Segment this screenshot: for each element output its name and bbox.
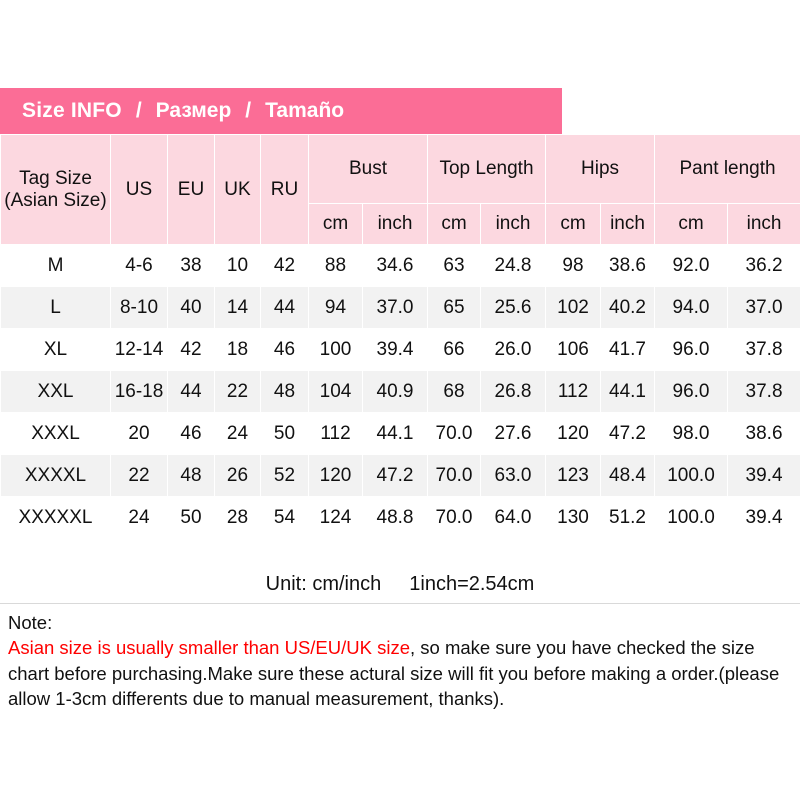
header-top-inch: inch: [481, 204, 546, 245]
cell-pant-cm: 100.0: [655, 497, 728, 539]
cell-hips-cm: 102: [546, 287, 601, 329]
cell-bust-inch: 40.9: [363, 371, 428, 413]
cell-bust-cm: 124: [309, 497, 363, 539]
header-hips-inch: inch: [601, 204, 655, 245]
cell-bust-cm: 104: [309, 371, 363, 413]
cell-top-cm: 63: [428, 245, 481, 287]
cell-hips-cm: 106: [546, 329, 601, 371]
cell-us: 16-18: [111, 371, 168, 413]
cell-pant-cm: 100.0: [655, 455, 728, 497]
header-uk: UK: [215, 135, 261, 245]
note-body: , so make sure you have checked the size chart before purchasing.Make sure these actural size will fit you before making a order.(please allow 1-3cm differents due to manual measurement, thanks).: [8, 637, 780, 710]
cell-hips-cm: 130: [546, 497, 601, 539]
cell-tag-size: M: [1, 245, 111, 287]
cell-pant-inch: 37.8: [728, 371, 800, 413]
cell-top-inch: 24.8: [481, 245, 546, 287]
cell-uk: 22: [215, 371, 261, 413]
cell-top-cm: 70.0: [428, 497, 481, 539]
cell-pant-cm: 96.0: [655, 329, 728, 371]
table-row: [1, 455, 800, 497]
cell-pant-inch: 38.6: [728, 413, 800, 455]
table-row: [1, 371, 800, 413]
title-russian: Размер: [155, 99, 232, 122]
cell-us: 24: [111, 497, 168, 539]
cell-hips-inch: 51.2: [601, 497, 655, 539]
cell-hips-inch: 40.2: [601, 287, 655, 329]
table-row: [1, 497, 800, 539]
cell-bust-inch: 44.1: [363, 413, 428, 455]
table-row: [1, 287, 800, 329]
header-ru: RU: [261, 135, 309, 245]
cell-bust-cm: 88: [309, 245, 363, 287]
cell-top-inch: 27.6: [481, 413, 546, 455]
size-info-title-bar: [0, 88, 562, 134]
cell-hips-inch: 48.4: [601, 455, 655, 497]
cell-top-cm: 65: [428, 287, 481, 329]
header-pant-cm: cm: [655, 204, 728, 245]
cell-tag-size: XXL: [1, 371, 111, 413]
cell-pant-inch: 39.4: [728, 497, 800, 539]
cell-bust-inch: 39.4: [363, 329, 428, 371]
cell-tag-size: XL: [1, 329, 111, 371]
cell-bust-inch: 37.0: [363, 287, 428, 329]
title-main: Size INFO: [22, 99, 122, 122]
table-header-row-1: [1, 135, 800, 204]
table-row: [1, 329, 800, 371]
cell-ru: 44: [261, 287, 309, 329]
cell-top-inch: 25.6: [481, 287, 546, 329]
title-spanish: Tamaño: [265, 99, 345, 122]
cell-hips-inch: 38.6: [601, 245, 655, 287]
cell-tag-size: L: [1, 287, 111, 329]
cell-top-inch: 64.0: [481, 497, 546, 539]
cell-bust-inch: 48.8: [363, 497, 428, 539]
cell-bust-cm: 112: [309, 413, 363, 455]
cell-bust-inch: 34.6: [363, 245, 428, 287]
cell-top-inch: 63.0: [481, 455, 546, 497]
note-warning: Asian size is usually smaller than US/EU/UK size: [8, 637, 411, 659]
cell-pant-cm: 94.0: [655, 287, 728, 329]
table-row: [1, 245, 800, 287]
cell-bust-cm: 100: [309, 329, 363, 371]
cell-eu: 42: [168, 329, 215, 371]
header-hips: Hips: [546, 135, 655, 204]
cell-tag-size: XXXXXL: [1, 497, 111, 539]
cell-eu: 40: [168, 287, 215, 329]
cell-bust-inch: 47.2: [363, 455, 428, 497]
header-hips-cm: cm: [546, 204, 601, 245]
cell-bust-cm: 94: [309, 287, 363, 329]
cell-hips-inch: 47.2: [601, 413, 655, 455]
cell-us: 20: [111, 413, 168, 455]
cell-us: 22: [111, 455, 168, 497]
cell-eu: 46: [168, 413, 215, 455]
cell-tag-size: XXXL: [1, 413, 111, 455]
header-bust-cm: cm: [309, 204, 363, 245]
header-top-cm: cm: [428, 204, 481, 245]
cell-us: 12-14: [111, 329, 168, 371]
cell-pant-cm: 92.0: [655, 245, 728, 287]
note-block: [0, 604, 800, 711]
cell-pant-inch: 37.0: [728, 287, 800, 329]
header-us: US: [111, 135, 168, 245]
cell-eu: 50: [168, 497, 215, 539]
cell-top-cm: 70.0: [428, 455, 481, 497]
cell-ru: 42: [261, 245, 309, 287]
cell-top-inch: 26.8: [481, 371, 546, 413]
cell-hips-cm: 98: [546, 245, 601, 287]
cell-hips-cm: 123: [546, 455, 601, 497]
cell-bust-cm: 120: [309, 455, 363, 497]
cell-ru: 54: [261, 497, 309, 539]
cell-top-cm: 70.0: [428, 413, 481, 455]
cell-hips-cm: 120: [546, 413, 601, 455]
title-separator-2: /: [245, 99, 252, 122]
cell-eu: 48: [168, 455, 215, 497]
cell-tag-size: XXXXL: [1, 455, 111, 497]
cell-top-cm: 66: [428, 329, 481, 371]
cell-uk: 28: [215, 497, 261, 539]
cell-hips-inch: 41.7: [601, 329, 655, 371]
cell-ru: 46: [261, 329, 309, 371]
note-label: Note:: [8, 612, 53, 633]
header-top-length: Top Length: [428, 135, 546, 204]
size-chart-table: [0, 134, 800, 539]
cell-pant-cm: 96.0: [655, 371, 728, 413]
cell-hips-cm: 112: [546, 371, 601, 413]
cell-pant-cm: 98.0: [655, 413, 728, 455]
cell-ru: 52: [261, 455, 309, 497]
cell-ru: 50: [261, 413, 309, 455]
cell-eu: 38: [168, 245, 215, 287]
cell-us: 4-6: [111, 245, 168, 287]
cell-pant-inch: 39.4: [728, 455, 800, 497]
unit-line: [0, 565, 800, 604]
cell-pant-inch: 37.8: [728, 329, 800, 371]
unit-label: Unit: cm/inch: [265, 572, 382, 595]
cell-uk: 26: [215, 455, 261, 497]
cell-uk: 24: [215, 413, 261, 455]
header-pant-length: Pant length: [655, 135, 800, 204]
cell-pant-inch: 36.2: [728, 245, 800, 287]
cell-top-cm: 68: [428, 371, 481, 413]
cell-eu: 44: [168, 371, 215, 413]
cell-hips-inch: 44.1: [601, 371, 655, 413]
unit-conversion: 1inch=2.54cm: [409, 572, 535, 595]
cell-uk: 10: [215, 245, 261, 287]
cell-us: 8-10: [111, 287, 168, 329]
cell-uk: 14: [215, 287, 261, 329]
cell-ru: 48: [261, 371, 309, 413]
table-row: [1, 413, 800, 455]
header-tag-size: Tag Size (Asian Size): [1, 135, 111, 245]
header-bust-inch: inch: [363, 204, 428, 245]
header-bust: Bust: [309, 135, 428, 204]
header-eu: EU: [168, 135, 215, 245]
header-pant-inch: inch: [728, 204, 800, 245]
title-separator-1: /: [135, 99, 142, 122]
cell-top-inch: 26.0: [481, 329, 546, 371]
cell-uk: 18: [215, 329, 261, 371]
